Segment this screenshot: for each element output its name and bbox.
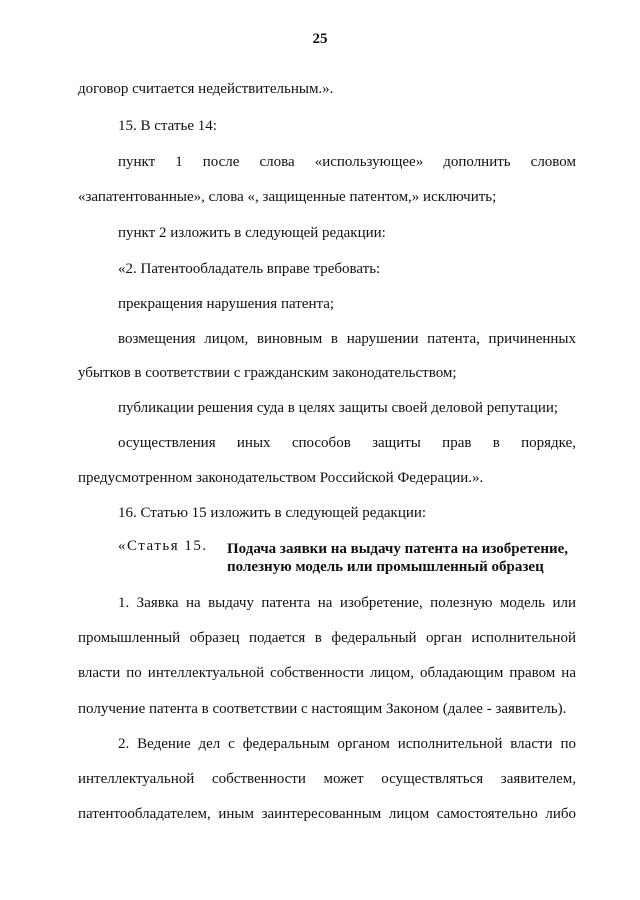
text-line: возмещения лицом, виновным в нарушении патента, причиненных	[118, 331, 576, 347]
text-line: 16. Статью 15 изложить в следующей редакции:	[118, 505, 427, 521]
text-line: убытков в соответствии с гражданским законодательством;	[78, 365, 457, 381]
text-line: предусмотренном законодательством Российской Федерации.».	[78, 470, 484, 486]
text-line: «2. Патентообладатель вправе требовать:	[118, 261, 381, 277]
article-title-line: Подача заявки на выдачу патента на изобретение,	[227, 541, 569, 557]
text-line: пункт 2 изложить в следующей редакции:	[118, 225, 386, 241]
text-line: 15. В статье 14:	[118, 118, 217, 134]
article-title-line: полезную модель или промышленный образец	[227, 559, 544, 575]
text-line: патентообладателем, иным заинтересованным лицом самостоятельно либо	[78, 806, 576, 822]
text-line: осуществления иных способов защиты прав в порядке,	[118, 435, 576, 451]
text-line: получение патента в соответствии с настоящим Законом (далее - заявитель).	[78, 701, 567, 717]
text-line: 2. Ведение дел с федеральным органом исполнительной власти по	[118, 736, 576, 752]
text-line: 1. Заявка на выдачу патента на изобретение, полезную модель или	[118, 595, 576, 611]
text-line: пункт 1 после слова «использующее» дополнить словом	[118, 154, 576, 170]
article-label: «Статья 15.	[118, 538, 208, 554]
text-line: «запатентованные», слова «, защищенные патентом,» исключить;	[78, 189, 497, 205]
text-line: власти по интеллектуальной собственности лицом, обладающим правом на	[78, 665, 576, 681]
page-number: 25	[312, 31, 328, 47]
text-line: промышленный образец подается в федеральный орган исполнительной	[78, 630, 576, 646]
text-line: договор считается недействительным.».	[78, 81, 334, 97]
text-line: публикации решения суда в целях защиты своей деловой репутации;	[118, 400, 559, 416]
text-line: интеллектуальной собственности может осуществляться заявителем,	[78, 771, 576, 787]
text-line: прекращения нарушения патента;	[118, 296, 335, 312]
